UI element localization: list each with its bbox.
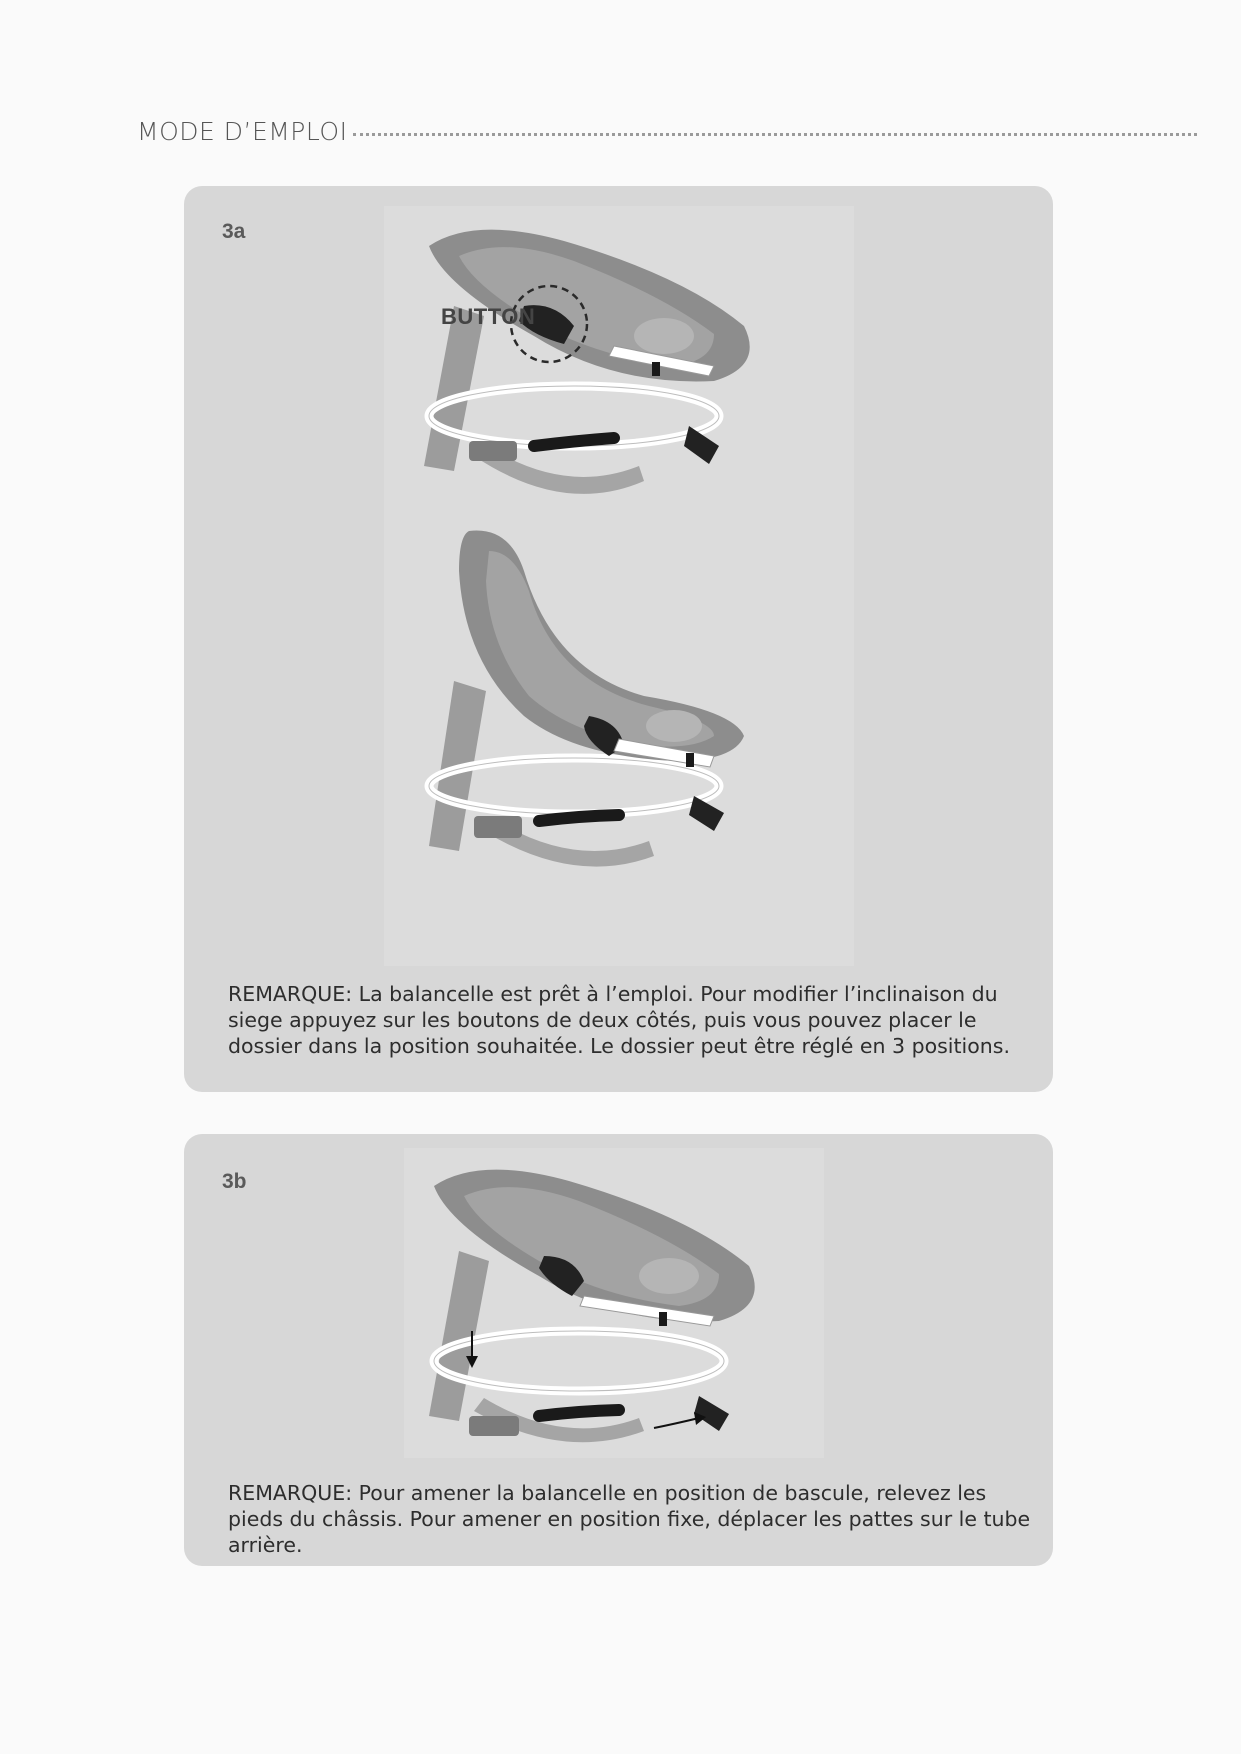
page-header [137,114,1197,148]
header-dotted-rule [353,131,1197,136]
bouncer-rocking-illustration [414,1156,814,1456]
step-note: REMARQUE: La balancelle est prêt à l’emploi. Pour modifier l’inclinaison du siege appuyez sur les boutons de deux côtés, puis vous pouvez placer le dossier dans la position souhaitée. Le dossier peut être réglé en 3 positions. [228,982,1010,1058]
step-note: REMARQUE: Pour amener la balancelle en position de bascule, relevez les pieds du châssis. Pour amener en position fixe, déplacer les pattes sur le tube arrière. [228,1481,1031,1557]
step-label: 3b [222,1170,247,1193]
step-panel-3a [184,186,1053,1092]
button-callout-label: BUTTON [441,304,536,329]
step-label: 3a [222,220,246,243]
page-title: MODE D’EMPLOI [137,116,348,146]
bouncer-reclined-illustration [414,216,834,516]
step-panel-3b [184,1134,1053,1566]
bouncer-upright-illustration [414,531,834,891]
